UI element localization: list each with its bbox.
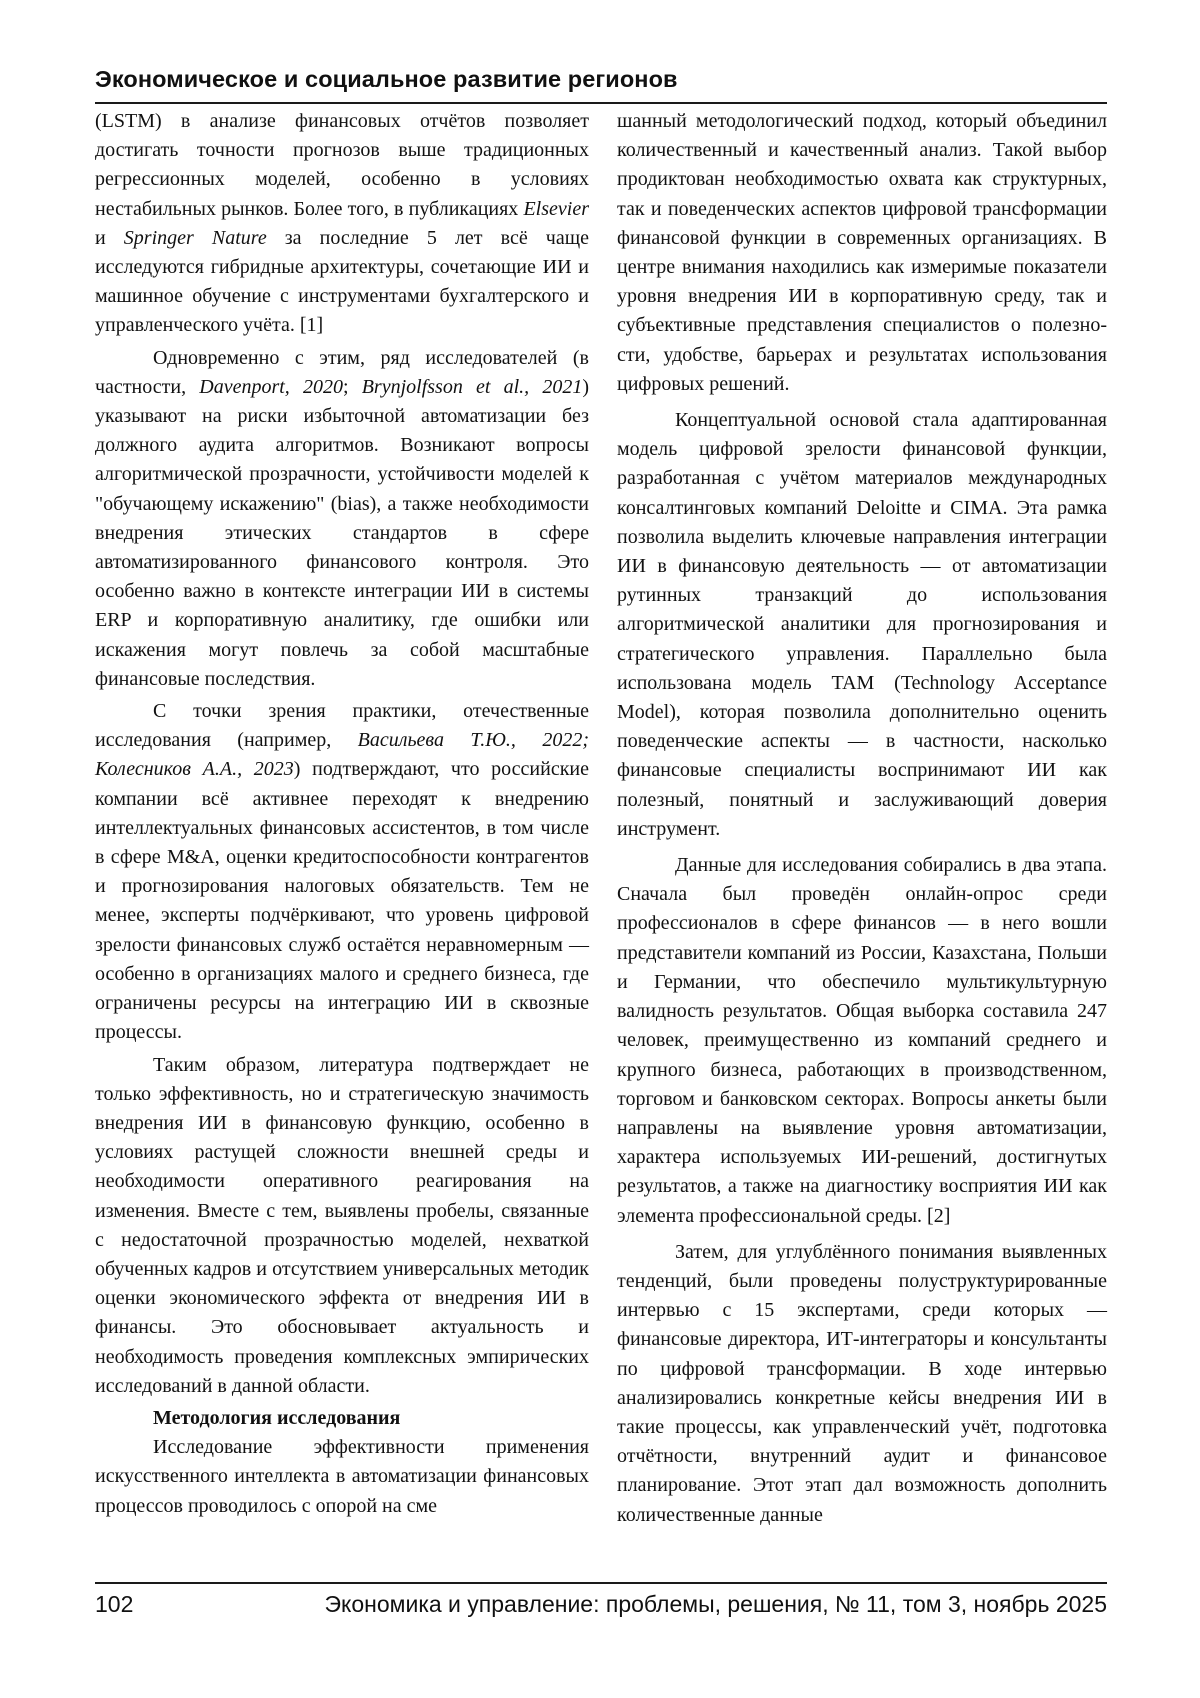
paragraph: Затем, для углублённого понимания выявленных тенденций, были проведены полуструктурированные интервью с 15 экспертами, среди которых — финансовые директора, ИТ-интеграторы и консультанты по цифровой трансформации. В ходе интервью анализировались конкретные кейсы внедрения ИИ в такие процессы, как управленческий учёт, подготовка отчётности, внутренний аудит и финансовое планирование. Этот этап дал возможность дополнить количественные данные [617,1240,1107,1526]
paragraph: Данные для исследования собирались в два этапа. Сначала был проведён онлайн-опрос среди профессионалов в сфере финансов — в него вошли представители компаний из России, Казахстана, Польши и Германии, что обеспечило мультикультурную валидность результатов. Общая выборка составила 247 человек, преимущественно из компаний среднего и крупного бизнеса, работающих в производственном, торговом и банковском секторах. Вопросы анкеты были направлены на выявление уровня автоматизации, характера используемых ИИ-решений, достигнутых результатов, а также на диагностику восприятия ИИ как элемента профессиональной среды. [2] [617,854,1107,1227]
citation-elsevier: Elsevier [523,197,589,220]
paragraph: Таким образом, литература подтверждает не только эффективность, но и стратегическую значимость внедрения ИИ в финансовую функцию, особенно в условиях растущей сложности внешней среды и необходимости оперативного реагирования на изменения. Вместе с тем, выявлены пробелы, связанные с недостаточной прозрачностью моделей, нехваткой обученных кадров и отсутствием универсальных методик оценки экономического эффекта от внедрения ИИ в финансы. Это обосновывает актуальность и необходимость проведения комплексных эмпирических исследований в данной области. [95,1053,589,1397]
paragraph-text: Одновременно с этим, ряд исследователей (в частности, [95,346,589,398]
paragraph: Исследование эффективности применения искусственного интеллекта в автоматизации финансовых процессов проводилось с опорой на сме [95,1436,589,1517]
citation-davenport: Davenport, 2020 [199,375,343,398]
paragraph-text: ) подтверждают, что российские компании всё активнее переходят к внедрению интеллектуальных финансовых ассистентов, в том числе в сфере M&A, оценки кредитоспособности контрагентов и прогнозирования налоговых обязательств. Тем не менее, эксперты подчёркивают, что уровень цифровой зрелости финансовых служб остаётся неравномерным — особенно в организациях малого и среднего бизнеса, где ограничены ресурсы на интеграцию ИИ в сквозные процессы. [95,758,589,1044]
right-column [617,107,1107,1530]
paragraph-text: С точки зрения практики, отечественные исследования (например, [95,700,589,752]
paragraph-text: ) указывают на риски избыточной автоматизации без должного аудита алгоритмов. Возникают вопросы алгоритмической прозрачности, устойчивости моделей к "обучающему искажению" (bias), а также необходимости внедрения этических стандартов в сфере автоматизированного финансового контроля. Это особенно важно в контексте интеграции ИИ в системы ERP и корпоративную аналитику, где ошибки или искажения могут повлечь за собой масштабные финансовые последствия. [95,375,589,690]
citation-springer: Springer Nature [123,226,267,249]
footer-rule [95,1582,1107,1584]
paragraph: Концептуальной основой стала адаптированная модель цифровой зрелости финансовой функции, разработанная с учётом материалов международных консалтинговых компаний Deloitte и CIMA. Эта рамка позволила выделить ключевые направления интеграции ИИ в финансовую деятельность — от автоматизации рутинных транзакций до использования алгоритмической аналитики для прогнозирования и стратегического управления. Параллельно была использована модель TAM (Technology Acceptance Model), которая позволила дополнительно оценить поведенческие аспекты — в частности, насколько финансовые специалисты воспринимают ИИ как полезный, понятный и заслуживающий доверия инструмент. [617,409,1107,840]
paragraph-text: и [95,226,124,249]
paragraph [95,107,589,341]
paragraph-text: (LSTM) в анализе финансовых отчётов позволяет достигать точности прогнозов выше традиционных регрессионных моделей, особенно в условиях нестабильных рынков. Более того, в публикациях [95,110,589,220]
running-header: Экономическое и социальное развитие регионов [95,66,678,92]
paragraph: шанный методологический подход, который объединил количественный и качественный анализ. Такой выбор продиктован необходимостью охвата как структурных, так и поведенческих аспектов цифровой трансформации финансовой функции в современных организациях. В центре внимания находились как измеримые показатели уровня внедрения ИИ в корпоративную среду, так и субъективные представления специалистов о полезности, удобстве, барьерах и результатах использования цифровых решений. [617,110,1107,395]
journal-citation: Экономика и управление: проблемы, решения, № 11, том 3, ноябрь 2025 [324,1591,1107,1617]
paragraph-text: за последние 5 лет всё чаще исследуются гибридные архитектуры, сочетающие ИИ и машинное обучение с инструментами бухгалтерского и управленческого учёта. [1] [95,226,589,337]
paragraph-text: ; [342,375,362,398]
page-number: 102 [95,1591,134,1617]
paragraph [95,344,589,694]
header-rule [95,102,1107,104]
paragraph [95,697,589,1047]
section-heading: Методология исследования [153,1406,401,1429]
citation-brynjolfsson: Brynjolfsson et al., 2021 [361,375,583,398]
citation-vasilieva: Васильева Т.Ю., 2022; Колесников А.А., 2023 [95,729,589,781]
left-column [95,107,589,1521]
